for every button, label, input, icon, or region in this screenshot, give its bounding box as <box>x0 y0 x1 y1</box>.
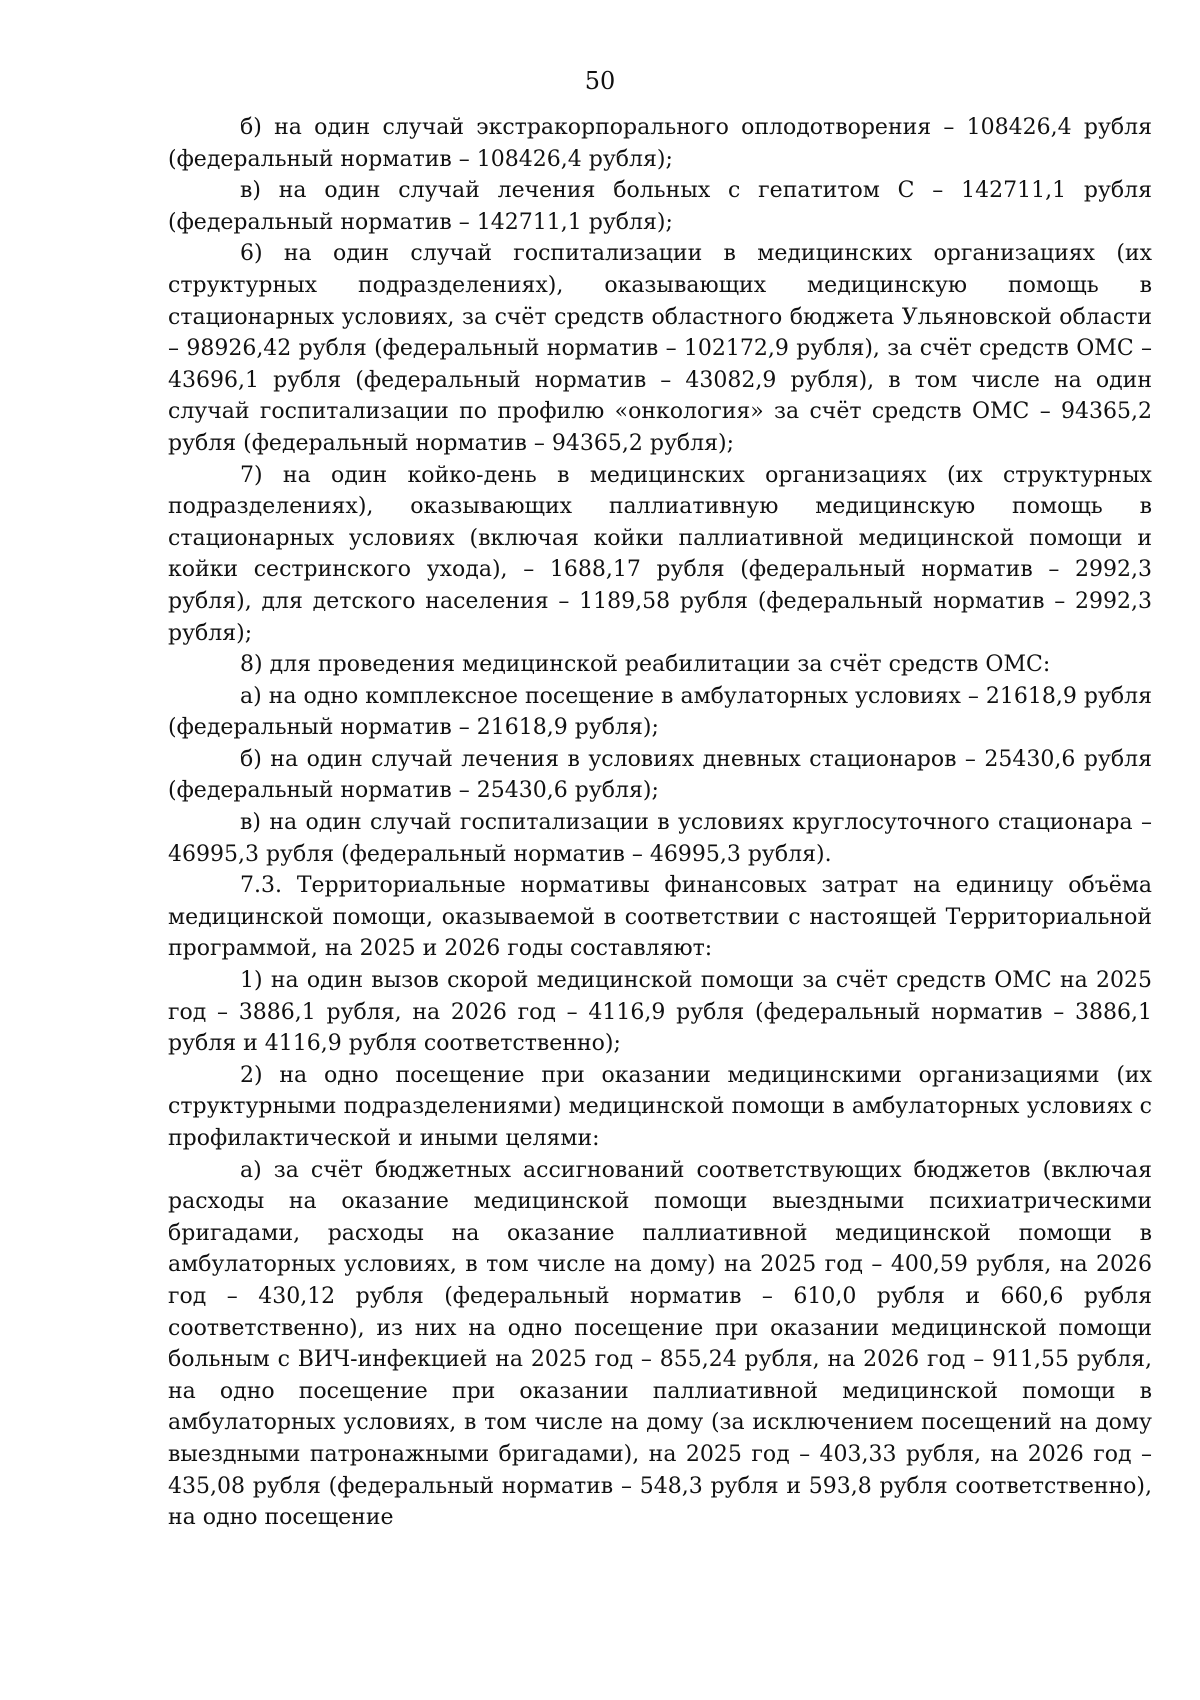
paragraph-2: в) на один случай лечения больных с гепатитом С – 142711,1 рубля (федеральный норматив – 142711,1 рубля); <box>168 178 1152 235</box>
page-number: 50 <box>584 67 616 95</box>
paragraph-6: а) на одно комплексное посещение в амбулаторных условиях – 21618,9 рубля (федеральный норматив – 21618,9 рубля); <box>168 683 1152 741</box>
paragraph-1: б) на один случай экстракорпорального оплодотворения – 108426,4 рубля (федеральный норматив – 108426,4 рубля); <box>168 115 1152 172</box>
paragraph-12: а) за счёт бюджетных ассигнований соответствующих бюджетов (включая расходы на оказание медицинской помощи выездными психиатрическими бригадами, расходы на оказание паллиативной медицинской помощи в амбулаторных условиях, в том числе на дому) на 2025 год – 400,59 рубля, на 2026 год – 430,12 рубля (федеральный норматив – 610,0 рубля и 660,6 рубля соответственно), из них на одно посещение при оказании медицинской помощи больным с ВИЧ-инфекцией на 2025 год – 855,24 рубля, на 2026 год – 911,55 рубля, на одно посещение при оказании паллиативной медицинской помощи в амбулаторных условиях, в том числе на дому (за исключением посещений на дому выездными патронажными бригадами), на 2025 год – 403,33 рубля, на 2026 год – 435,08 рубля (федеральный норматив – 548,3 рубля и 593,8 рубля соответственно), на одно посещение <box>168 1157 1152 1531</box>
paragraph-11: 2) на одно посещение при оказании медицинскими организациями (их структурными подразделениями) медицинской помощи в амбулаторных условиях с профилактической и иными целями: <box>168 1062 1152 1151</box>
paragraph-7: б) на один случай лечения в условиях дневных стационаров – 25430,6 рубля (федеральный норматив – 25430,6 рубля); <box>168 746 1152 804</box>
paragraph-4: 7) на один койко-день в медицинских организациях (их структурных подразделениях), оказывающих паллиативную медицинскую помощь в стационарных условиях (включая койки паллиативной медицинской помощи и койки сестринского ухода), – 1688,17 рубля (федеральный норматив – 2992,3 рубля), для детского населения – 1189,58 рубля (федеральный норматив – 2992,3 рубля); <box>168 462 1152 646</box>
paragraph-5: 8) для проведения медицинской реабилитации за счёт средств ОМС: <box>240 652 1051 678</box>
paragraph-8: в) на один случай госпитализации в условиях круглосуточного стационара – 46995,3 рубля (федеральный норматив – 46995,3 рубля). <box>168 810 1152 867</box>
document-body <box>168 112 1152 1534</box>
paragraph-9: 7.3. Территориальные нормативы финансовых затрат на единицу объёма медицинской помощи, оказываемой в соответствии с настоящей Территориальной программой, на 2025 и 2026 годы составляют: <box>168 873 1152 962</box>
paragraph-3: 6) на один случай госпитализации в медицинских организациях (их структурных подразделениях), оказывающих медицинскую помощь в стационарных условиях, за счёт средств областного бюджета Ульяновской области – 98926,42 рубля (федеральный норматив – 102172,9 рубля), за счёт средств ОМС – 43696,1 рубля (федеральный норматив – 43082,9 рубля), в том числе на один случай госпитализации по профилю «онкология» за счёт средств ОМС – 94365,2 рубля (федеральный норматив – 94365,2 рубля); <box>168 241 1152 456</box>
paragraph-10: 1) на один вызов скорой медицинской помощи за счёт средств ОМС на 2025 год – 3886,1 рубля, на 2026 год – 4116,9 рубля (федеральный норматив – 3886,1 рубля и 4116,9 рубля соответственно); <box>168 968 1152 1057</box>
